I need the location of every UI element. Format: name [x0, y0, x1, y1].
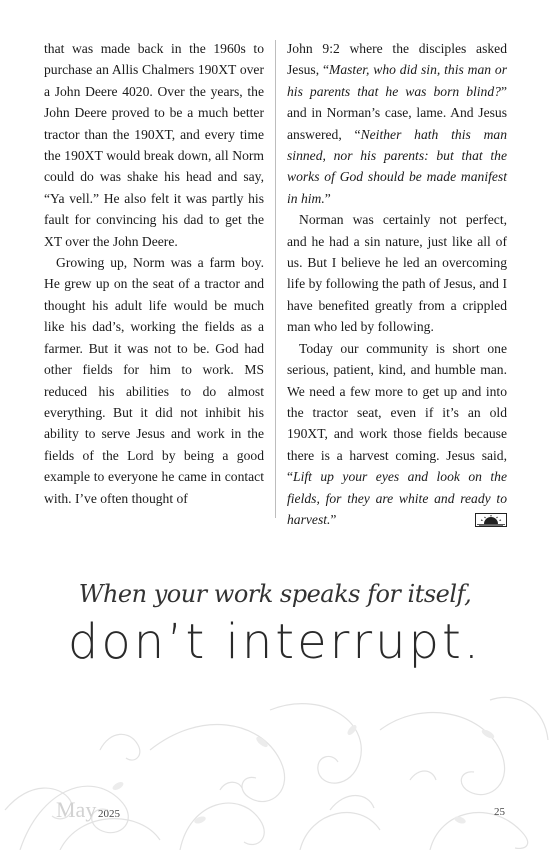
article-paragraph [287, 38, 507, 209]
paragraph-text: ” and in Norman’s case, lame. And Jesus answered, “ [287, 83, 507, 142]
article-paragraph [287, 338, 507, 531]
article-body [44, 38, 507, 527]
article-paragraph: Norman was certainly not perfect, and he had a sin nature, just like all of us. But I believe he led an overcoming life by following the path of Jesus, and I have benefited greatly from a crippled man who led by following. [287, 212, 507, 335]
footer-year: 2025 [98, 808, 120, 820]
paragraph-text: ” [324, 190, 331, 206]
sunrise-end-mark-icon [475, 513, 507, 527]
page-number: 25 [494, 806, 505, 818]
scripture-quote: Lift up your eyes and look on the fields, for they are white and ready to harvest. [287, 469, 507, 527]
footer-month: May [56, 797, 97, 822]
article-paragraph: that was made back in the 1960s to purchase an Allis Chalmers 190XT over a John Deere 4020. Over the years, the John Deere proved to be a much better tractor than the 190XT, and every time the 190XT would break down, all Norm could do was shake his head and say, “Ya vell.” He also felt it was partly his fault for convincing his dad to get the XT over the John Deere. [44, 41, 264, 249]
scripture-quote: Master, who did sin, this man or his parents that he was born blind? [287, 62, 507, 99]
right-column [287, 38, 507, 530]
quote-main-line: don’t interrupt. [67, 614, 483, 670]
floral-ornament-icon [0, 690, 550, 850]
scripture-quote: Neither hath this man sinned, nor his parents: but that the works of God should be made manifest in him. [287, 126, 507, 206]
paragraph-text: Today our community is short one serious, patient, kind, and humble man. We need a few more to get up and into the tractor seat, even if it’s an old 190XT, and work those fields because there is a harvest coming. Jesus said, “ [287, 340, 507, 485]
left-column [44, 38, 264, 509]
column-divider [275, 40, 276, 518]
paragraph-text: John 9:2 where the disciples asked Jesus, “ [287, 41, 507, 78]
paragraph-text: ” [330, 511, 337, 527]
quote-script-line: When your work speaks for itself, [78, 580, 472, 608]
article-paragraph: Growing up, Norm was a farm boy. He grew up on the seat of a tractor and thought his adult life would be much like his dad’s, working the fields as a farmer. But it was not to be. God had other fields for him to work. MS reduced his abilities to do almost everything. But it did not inhibit his ability to serve Jesus and work in the fields of the Lord by being a good example to everyone he came in contact with. I’ve often thought of [44, 255, 264, 506]
